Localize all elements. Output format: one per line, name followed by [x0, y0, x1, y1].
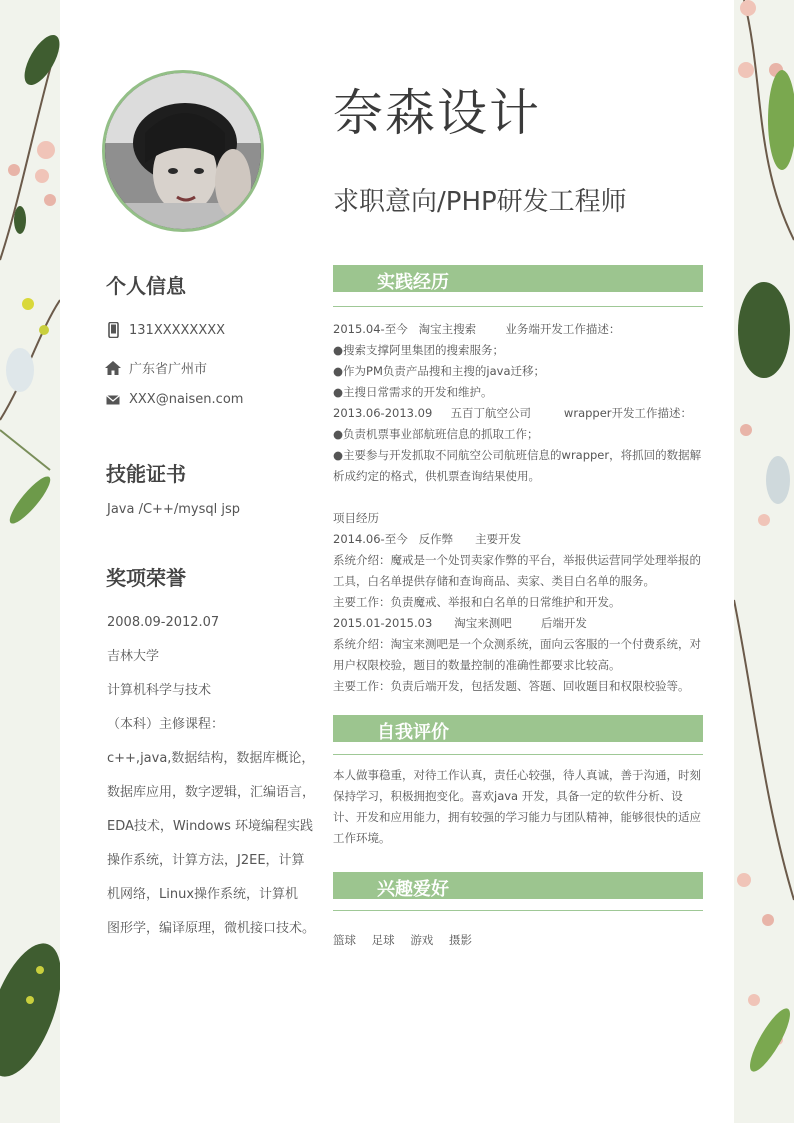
practice-line: ●主搜日常需求的开发和维护。: [333, 385, 493, 399]
project-line: 2014.06-至今 反作弊 主要开发: [333, 532, 522, 546]
hobbies-heading: 兴趣爱好: [377, 879, 449, 900]
hobby-item: 游戏: [410, 933, 434, 947]
section-divider: [333, 910, 703, 911]
project-label: 项目经历: [333, 511, 379, 525]
project-paragraph: 系统介绍：淘宝来测吧是一个众测系统，面向云客服的一个付费系统，对用户权限校验，题目的数量控制的准确性都要求比较高。: [333, 637, 701, 672]
address-row: [103, 358, 207, 377]
honors-line: （本科）主修课程：: [107, 717, 225, 732]
honors-heading: 奖项荣誉: [106, 566, 186, 590]
self-eval-text: 本人做事稳重，对待工作认真，责任心较强，待人真诚，善于沟通，时刻保持学习，积极拥抱变化。喜欢java 开发，具备一定的软件分析、设计、开发和应用能力，拥有较强的学习能力与团队精神，能够很快的适应工作环境。: [333, 768, 701, 845]
honors-line: c++,java,数据结构，数据库概论，: [107, 751, 315, 766]
honors-line: 机网络，Linux操作系统，计算机: [107, 887, 299, 902]
self-eval-heading: 自我评价: [377, 722, 449, 743]
hobbies-section-header: [333, 872, 703, 899]
project-line: 主要工作：负责魔戒、举报和白名单的日常维护和开发。: [333, 595, 621, 609]
skills-text: Java /C++/mysql jsp: [107, 502, 240, 517]
spacer: [333, 487, 705, 508]
mail-icon: [103, 395, 123, 405]
honors-line: 数据库应用，数字逻辑，汇编语言，: [107, 785, 316, 800]
address: 广东省广州市: [129, 362, 208, 377]
section-divider: [333, 754, 703, 755]
practice-line: 2015.04-至今 淘宝主搜索 业务端开发工作描述：: [333, 322, 621, 336]
phone-number: 131XXXXXXXX: [129, 322, 226, 338]
phone-row: [103, 322, 225, 338]
honors-list: [107, 606, 317, 946]
hobby-item: 足球: [371, 933, 395, 947]
honors-line: 操作系统，计算方法，J2EE，计算: [107, 853, 305, 868]
practice-content: [333, 319, 705, 697]
honors-line: 吉林大学: [107, 649, 160, 664]
project-line: 2015.01-2015.03 淘宝来测吧 后端开发: [333, 616, 587, 630]
job-intent: 求职意向/PHP研发工程师: [333, 187, 627, 217]
home-icon: [103, 361, 123, 375]
skills-heading: 技能证书: [106, 462, 186, 486]
practice-section-header: [333, 265, 703, 292]
practice-line: 2013.06-2013.09 五百丁航空公司 wrapper开发工作描述：: [333, 406, 693, 420]
honors-line: 图形学，编译原理，微机接口技术。: [107, 921, 316, 936]
practice-line: ●搜索支撑阿里集团的搜索服务；: [333, 343, 505, 357]
practice-paragraph: ●主要参与开发抓取不同航空公司航班信息的wrapper，将抓回的数据解析成约定的格式，供机票查询结果使用。: [333, 448, 702, 483]
project-line: 主要工作：负责后端开发，包括发题、答题、回收题目和权限校验等。: [333, 679, 690, 693]
hobbies-list: [333, 930, 705, 951]
section-divider: [333, 306, 703, 307]
honors-line: EDA技术，Windows 环境编程实践: [107, 819, 314, 834]
hobby-item: 摄影: [448, 933, 472, 947]
left-floral-border: [0, 0, 60, 1123]
practice-heading: 实践经历: [377, 272, 449, 293]
practice-line: ●作为PM负责产品搜和主搜的java迁移；: [333, 364, 545, 378]
self-eval-section-header: [333, 715, 703, 742]
practice-line: ●负责机票事业部航班信息的抓取工作；: [333, 427, 539, 441]
applicant-name: 奈森设计: [333, 84, 541, 142]
right-floral-border: [734, 0, 794, 1123]
profile-photo: [102, 70, 264, 232]
email-address: XXX@naisen.com: [129, 392, 244, 407]
personal-info-heading: 个人信息: [106, 274, 186, 298]
honors-line: 2008.09-2012.07: [107, 615, 220, 630]
hobby-item: 篮球: [333, 933, 356, 947]
project-paragraph: 系统介绍：魔戒是一个处罚卖家作弊的平台，举报供运营同学处理举报的工具，白名单提供存储和查询商品、卖家、类目白名单的服务。: [333, 553, 701, 588]
phone-icon: [103, 322, 123, 338]
honors-line: 计算机科学与技术: [107, 683, 212, 698]
email-row: [103, 392, 243, 407]
